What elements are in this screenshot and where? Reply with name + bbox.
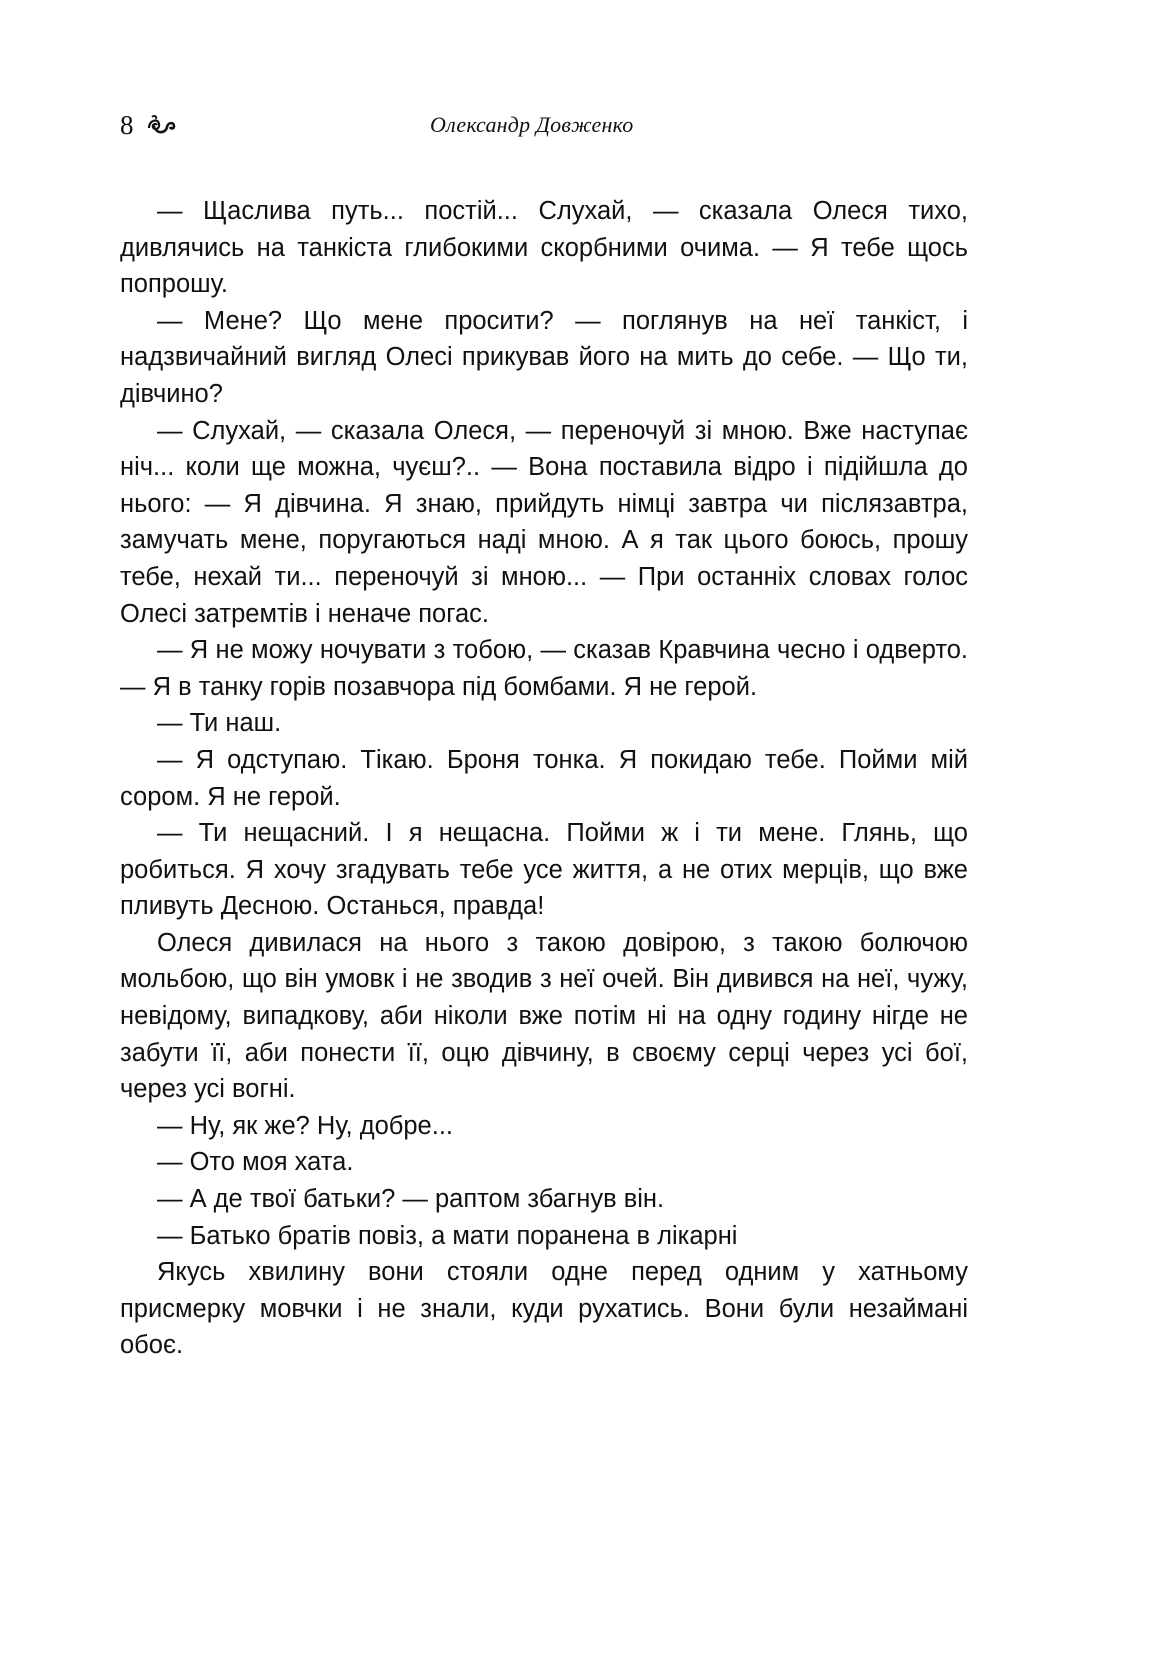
paragraph: — Я одступаю. Тікаю. Броня тонка. Я покидаю тебе. Пойми мій сором. Я не герой. [120, 745, 968, 811]
paragraph: — Щаслива путь... постій... Слухай, — сказала Олеся тихо, дивлячись на танкіста глибокими скорбними очима. — Я тебе щось попрошу. [120, 197, 968, 299]
page-header [120, 108, 968, 142]
paragraph: — Ну, як же? Ну, добре... [157, 1111, 453, 1140]
running-title: Олександр Довженко [430, 112, 634, 137]
paragraph: — Слухай, — сказала Олеся, — переночуй зі мною. Вже наступає ніч... коли ще можна, чуєш?.. — Вона поставила відро і підійшла до нього: — Я дівчина. Я знаю, прийдуть німці завтра чи післязавтра, замучать мене, поругаються наді мною. А я так цього боюсь, прошу тебе, нехай ти... переночуй зі мною... — При останніх словах голос Олесі затремтів і неначе погас. [120, 416, 968, 628]
paragraph: — Ото моя хата. [157, 1148, 354, 1177]
body-text [120, 193, 968, 1364]
paragraph: — Мене? Що мене просити? — поглянув на неї танкіст, і надзвичайний вигляд Олесі прикував його на мить до себе. — Що ти, дівчино? [120, 306, 968, 408]
paragraph: — Батько братів повіз, а мати поранена в лікарні [157, 1221, 738, 1250]
paragraph: — Ти наш. [157, 709, 282, 738]
paragraph: Олеся дивилася на нього з такою довірою, з такою болючою мольбою, що він умовк і не зводив з неї очей. Він дивився на неї, чужу, невідому, випадкову, аби ніколи вже потім ні на одну годину нігде не забути її, аби понести її, оцю дівчину, в своєму серці через усі бої, через усі вогні. [120, 928, 968, 1104]
page-number: 8 [120, 110, 134, 140]
paragraph: — Ти нещасний. І я нещасна. Пойми ж і ти мене. Глянь, що робиться. Я хочу згадувать тебе усе життя, а не отих мерців, що вже пливуть Десною. Останься, правда! [120, 819, 968, 921]
paragraph: — Я не можу ночувати з тобою, — сказав Кравчина чесно і одверто. — Я в танку горів позавчора під бомбами. Я не герой. [120, 636, 968, 701]
paragraph: Якусь хвилину вони стояли одне перед одним у хатньому присмерку мовчки і не знали, куди рухатись. Вони були незаймані обоє. [120, 1258, 968, 1360]
fleuron-ornament-icon [146, 114, 176, 136]
paragraph: — А де твої батьки? — раптом збагнув він. [157, 1185, 665, 1214]
